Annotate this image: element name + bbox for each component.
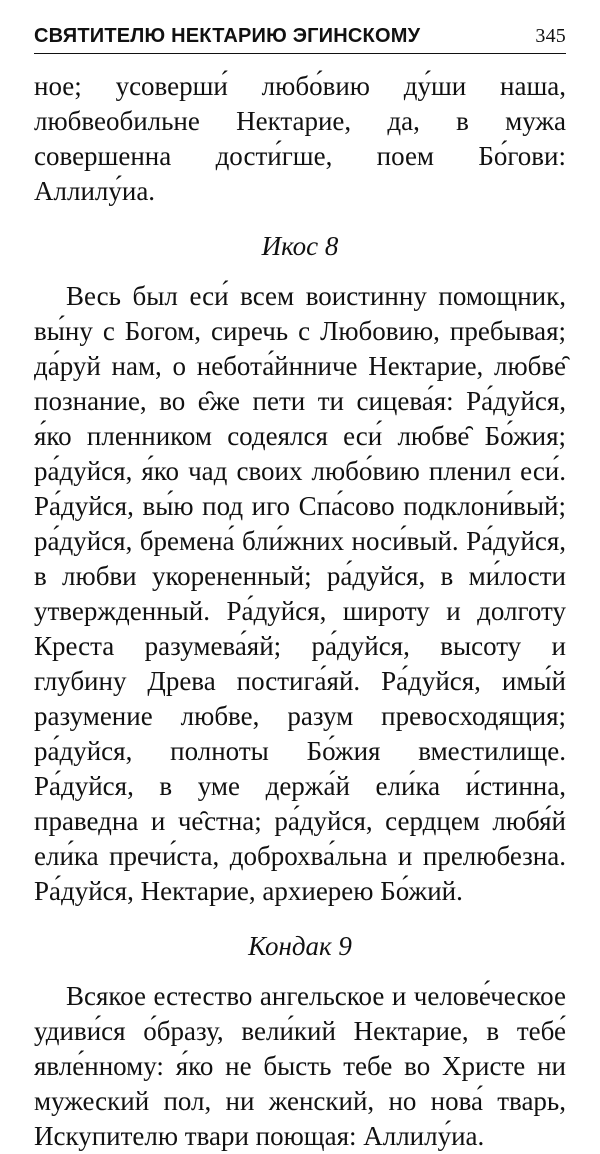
kondak-9-heading: Кондак 9 — [248, 931, 352, 961]
kondak-9-text: Всякое естество ангельское и челове́ческое удиви́ся о́бразу, вели́кий Нектарие, в тебе́ явле́нному: я́ко не бысть тебе во Христе ни мужеский пол, ни женский, но нова́ тварь, Искупителю твари поющая: Аллилу́иа. — [34, 981, 566, 1151]
ikos-8-heading: Икос 8 — [261, 231, 339, 261]
continuation-paragraph: ное; усоверши́ любо́вию ду́ши наша, любвеобильне Нектарие, да, в мужа совершенна дости́гше, поем Бо́гови: Аллилу́иа. — [34, 71, 566, 206]
running-title: СВЯТИТЕЛЮ НЕКТАРИЮ ЭГИНСКОМУ — [34, 25, 421, 47]
page-number: 345 — [535, 25, 566, 47]
ikos-8-text: Весь был еси́ всем воистинну помощник, вы́ну с Богом, сиречь с Любовию, пребывая; да́руй нам, о небота́йнниче Нектарие, любве̑ познание, во е̑же пети ти сицева́я: Ра́дуйся, я́ко пленником содеялся еси́ любве̑ Бо́жия; ра́дуйся, я́ко чад своих любо́вию пленил еси́. Ра́дуйся, вы́ю под иго Спа́сово подклони́вый; ра́дуйся, бремена́ бли́жних носи́вый. Ра́дуйся, в любви укорененный; ра́дуйся, в ми́лости утвержденный. Ра́дуйся, широту и долготу Креста разумева́яй; ра́дуйся, высоту и глубину Древа постига́яй. Ра́дуйся, имы́й разумение любве, разум превосходящия; ра́дуйся, полноты Бо́жия вместилище. Ра́дуйся, в уме держа́й ели́ка и́стинна, праведна и че̑стна; ра́дуйся, сердцем любя́й ели́ка пречи́ста, доброхва́льна и прелюбезна. Ра́дуйся, Нектарие, архиерею Бо́жий. — [34, 281, 566, 906]
book-page — [34, 24, 566, 1154]
running-header — [34, 24, 566, 54]
